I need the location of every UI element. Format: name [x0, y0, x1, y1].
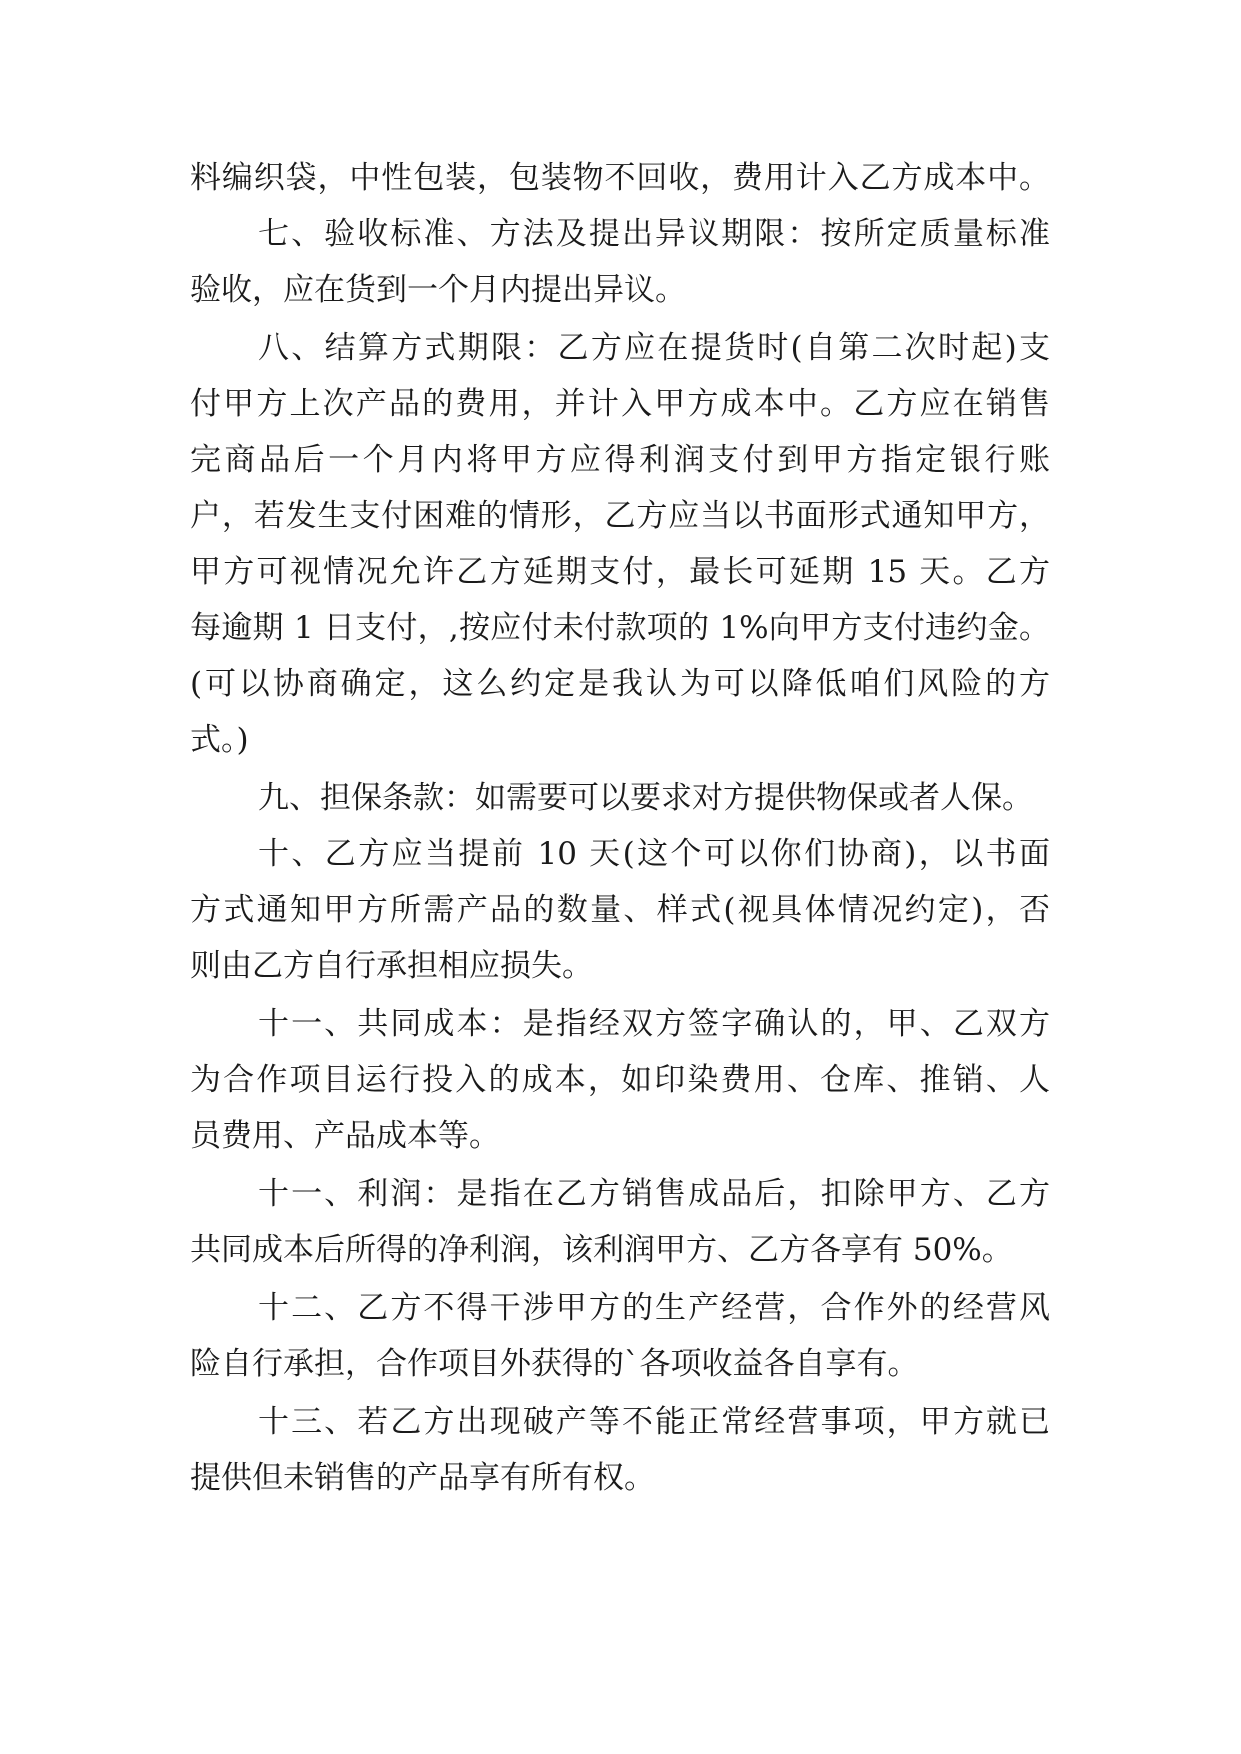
clause-13-line: 十三、若乙方出现破产等不能正常经营事项，甲方就已	[258, 1404, 1050, 1440]
clause-9-line: 九、担保条款：如需要可以要求对方提供物保或者人保。	[258, 780, 1033, 816]
text-line: 户，若发生支付困难的情形，乙方应当以书面形式通知甲方，	[190, 498, 1050, 534]
clause-11-profit-line: 十一、利润：是指在乙方销售成品后，扣除甲方、乙方	[258, 1176, 1050, 1212]
clause-11-cost-line: 十一、共同成本：是指经双方签字确认的，甲、乙双方	[258, 1006, 1050, 1042]
text-line: 险自行承担，合作项目外获得的`各项收益各自享有。	[190, 1346, 919, 1382]
clause-8-line: 八、结算方式期限：乙方应在提货时(自第二次时起)支	[258, 330, 1050, 366]
text-line: 为合作项目运行投入的成本，如印染费用、仓库、推销、人	[190, 1062, 1050, 1098]
text-line: 验收，应在货到一个月内提出异议。	[190, 272, 686, 308]
text-line: 员费用、产品成本等。	[190, 1118, 500, 1154]
text-line: (可以协商确定，这么约定是我认为可以降低咱们风险的方	[190, 666, 1050, 702]
clause-10-line: 十、乙方应当提前 10 天(这个可以你们协商)，以书面	[258, 836, 1050, 872]
clause-12-line: 十二、乙方不得干涉甲方的生产经营，合作外的经营风	[258, 1290, 1050, 1326]
text-line: 则由乙方自行承担相应损失。	[190, 948, 593, 984]
text-line: 提供但未销售的产品享有所有权。	[190, 1460, 655, 1496]
text-line: 付甲方上次产品的费用，并计入甲方成本中。乙方应在销售	[190, 386, 1050, 422]
text-line: 甲方可视情况允许乙方延期支付，最长可延期 15 天。乙方	[190, 554, 1050, 590]
text-line: 每逾期 1 日支付，,按应付未付款项的 1%向甲方支付违约金。	[190, 610, 1050, 646]
text-line: 方式通知甲方所需产品的数量、样式(视具体情况约定)，否	[190, 892, 1050, 928]
text-line: 完商品后一个月内将甲方应得利润支付到甲方指定银行账	[190, 442, 1050, 478]
text-line: 共同成本后所得的净利润，该利润甲方、乙方各享有 50%。	[190, 1232, 1013, 1268]
clause-7-line: 七、验收标准、方法及提出异议期限：按所定质量标准	[258, 216, 1050, 252]
text-line: 式。)	[190, 722, 249, 758]
text-line: 料编织袋，中性包装，包装物不回收，费用计入乙方成本中。	[190, 160, 1050, 196]
